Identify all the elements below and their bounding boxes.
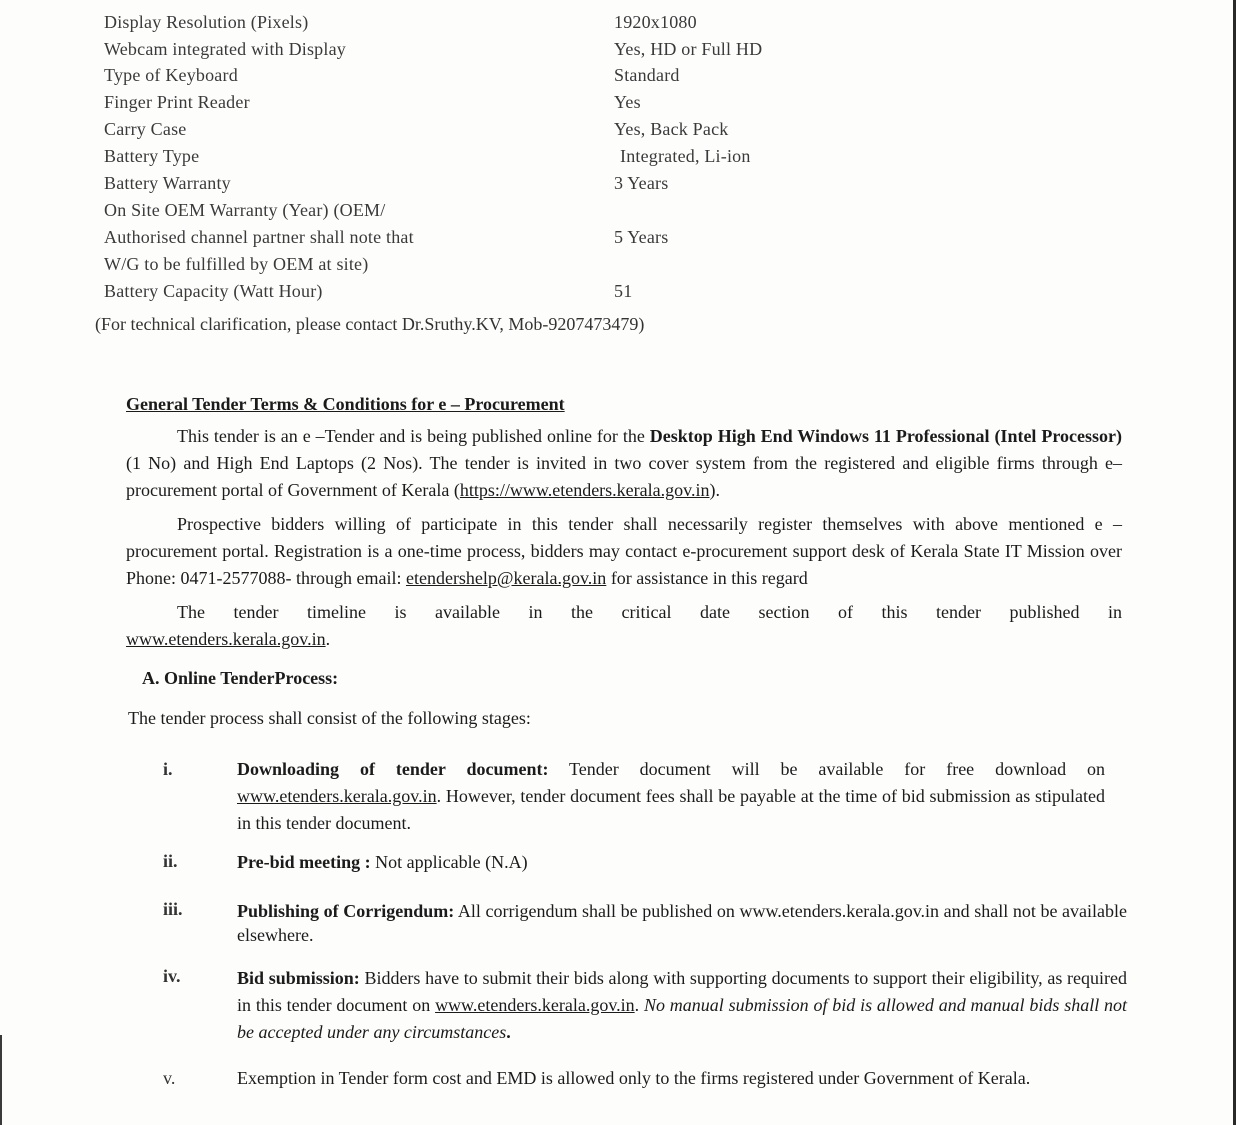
- etenders-link[interactable]: www.etenders.kerala.gov.in: [237, 786, 437, 806]
- etenders-link[interactable]: https://www.etenders.kerala.gov.in: [459, 480, 710, 500]
- spec-value: 51: [614, 281, 633, 301]
- list-item-number: i.: [163, 759, 173, 779]
- spec-label: Battery Warranty: [104, 173, 231, 193]
- text-run: Bidders have to submit their bids along with supporting documents to support their eligibility, as required in this tender document on: [237, 968, 1127, 1015]
- list-item: [237, 849, 1105, 876]
- list-item-number: v.: [163, 1068, 176, 1088]
- spec-label: Display Resolution (Pixels): [104, 12, 309, 32]
- list-item-number: iv.: [163, 966, 181, 986]
- list-item: [237, 899, 1127, 947]
- spec-label: Battery Type: [104, 146, 200, 166]
- spec-value: Yes, Back Pack: [614, 119, 729, 139]
- spec-label: Type of Keyboard: [104, 65, 238, 85]
- text-run: .: [325, 629, 331, 649]
- spec-value: 3 Years: [614, 173, 669, 193]
- text-run: .: [634, 995, 644, 1015]
- spec-value: Integrated, Li-ion: [620, 146, 751, 166]
- spec-value: 1920x1080: [614, 12, 697, 32]
- list-item-title: Bid submission:: [237, 968, 360, 988]
- etenders-link[interactable]: www.etenders.kerala.gov.in: [435, 995, 635, 1015]
- spec-value: Standard: [614, 65, 680, 85]
- scan-edge-left: [0, 1035, 2, 1125]
- spec-label: W/G to be fulfilled by OEM at site): [104, 254, 369, 274]
- list-item-number: iii.: [163, 899, 183, 919]
- list-item: [237, 756, 1105, 837]
- text-run: (1 No) and High End Laptops (2 Nos). The tender is invited in two cover system from the registered and eligible firms through e– procurement portal of Government of Kerala (: [126, 453, 1122, 500]
- list-item: Exemption in Tender form cost and EMD is allowed only to the firms registered under Government of Kerala.: [237, 1068, 1031, 1088]
- text-run: Prospective bidders willing of participate in this tender shall necessarily register themselves with above mentioned e – procurement portal. Registration is a one-time process, bidders may contact e-procurement support desk of Kerala State IT Mission over Phone: 0471-2577088- through email:: [126, 514, 1122, 588]
- paragraph-timeline: The tender timeline is available in the critical date section of this tender published in: [177, 602, 1122, 622]
- spec-label: Webcam integrated with Display: [104, 39, 346, 59]
- support-email-link[interactable]: etendershelp@kerala.gov.in: [405, 568, 607, 588]
- spec-value: Yes: [614, 92, 641, 112]
- bold-text: Desktop High End Windows 11 Professional (Intel Processor): [649, 426, 1122, 446]
- section-heading: General Tender Terms & Conditions for e – Procurement: [126, 394, 565, 414]
- spec-label: On Site OEM Warranty (Year) (OEM/: [104, 200, 386, 220]
- paragraph-intro: [126, 423, 1122, 504]
- spec-label: Battery Capacity (Watt Hour): [104, 281, 323, 301]
- list-item: [237, 965, 1127, 1046]
- text-run: . However, tender document fees shall be payable at the time of bid submission as stipulated in this tender document.: [237, 786, 1105, 833]
- spec-label: Finger Print Reader: [104, 92, 250, 112]
- spec-label: Carry Case: [104, 119, 187, 139]
- spec-value: Yes, HD or Full HD: [614, 39, 763, 59]
- text-run: Not applicable (N.A): [370, 852, 528, 872]
- subsection-heading: A. Online TenderProcess:: [142, 668, 339, 688]
- paragraph-registration: [126, 511, 1122, 592]
- text-run: This tender is an e –Tender and is being published online for the: [177, 426, 650, 446]
- spec-value: 5 Years: [614, 227, 669, 247]
- italic-note: No manual submission of bid is allowed and manual bids shall not be accepted under any circumstances: [237, 995, 1128, 1042]
- text-run: for assistance in this regard: [606, 568, 808, 588]
- spec-label: Authorised channel partner shall note that: [104, 227, 414, 247]
- text-run: Tender document will be available for free download on: [548, 759, 1105, 779]
- text-run: .: [506, 1022, 511, 1042]
- stages-intro: The tender process shall consist of the following stages:: [128, 708, 531, 728]
- list-item-title: Downloading of tender document:: [237, 759, 549, 779]
- list-item-number: ii.: [163, 851, 178, 871]
- paragraph-timeline-end: [126, 626, 1122, 653]
- text-run: All corrigendum shall be published on www.etenders.kerala.gov.in and shall not be available elsewhere.: [237, 901, 1128, 945]
- list-item-title: Pre-bid meeting :: [237, 852, 371, 872]
- etenders-link[interactable]: www.etenders.kerala.gov.in: [126, 629, 326, 649]
- text-run: ).: [709, 480, 720, 500]
- list-item-title: Publishing of Corrigendum:: [237, 901, 455, 921]
- technical-clarification-note: (For technical clarification, please contact Dr.Sruthy.KV, Mob-9207473479): [95, 314, 645, 334]
